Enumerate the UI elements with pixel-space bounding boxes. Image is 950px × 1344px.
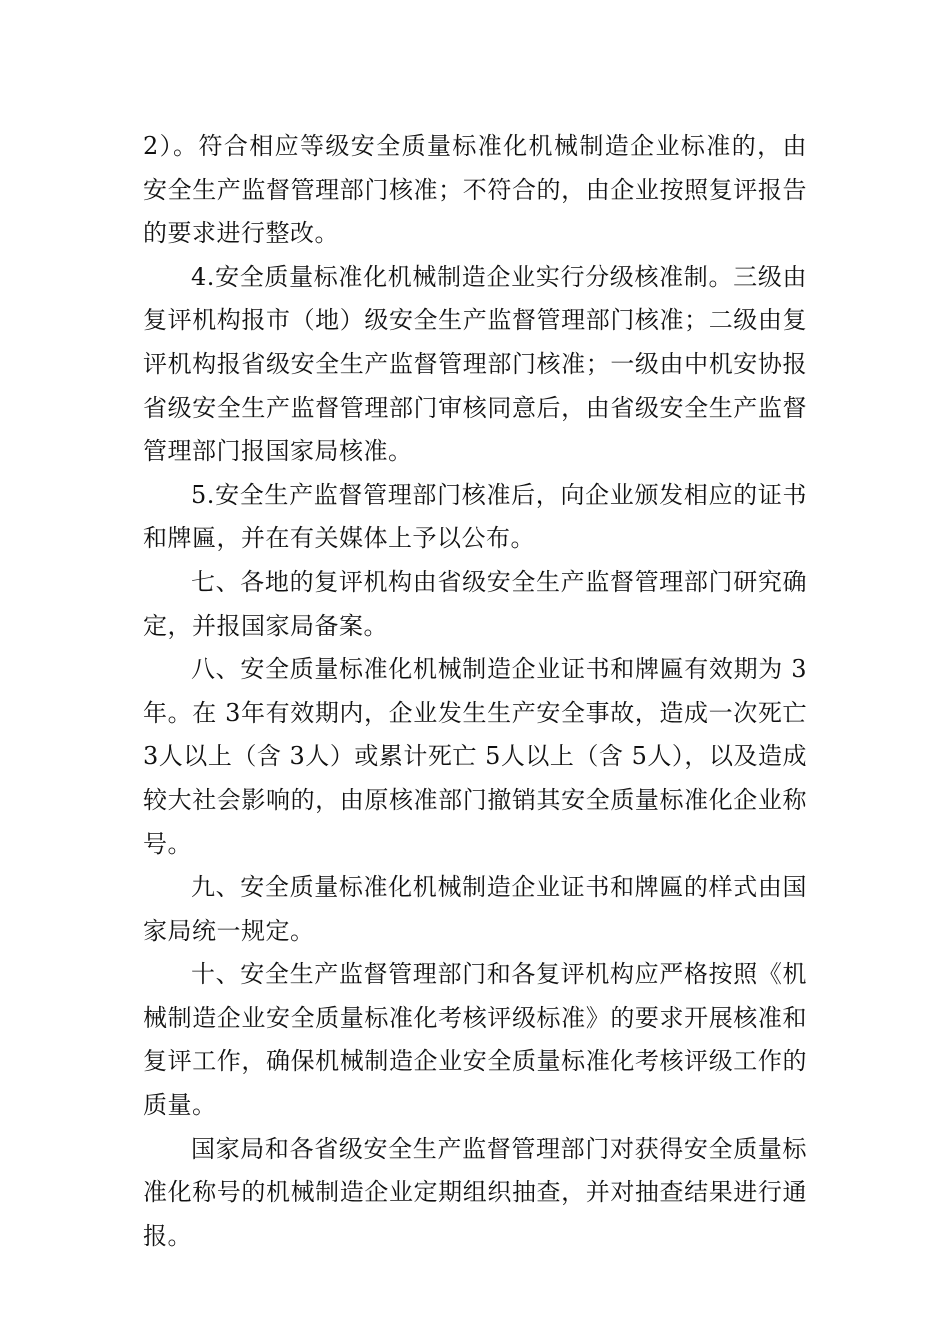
paragraph-section-9: 九、安全质量标准化机械制造企业证书和牌匾的样式由国家局统一规定。 xyxy=(143,873,807,945)
paragraph-continuation: 2）。符合相应等级安全质量标准化机械制造企业标准的，由安全生产监督管理部门核准；不符合的，由企业按照复评报告的要求进行整改。 xyxy=(143,132,807,248)
paragraph-item-4: 4.安全质量标准化机械制造企业实行分级核准制。三级由复评机构报市（地）级安全生产监督管理部门核准；二级由复评机构报省级安全生产监督管理部门核准；一级由中机安协报省级安全生产监督管理部门审核同意后，由省级安全生产监督管理部门报国家局核准。 xyxy=(143,262,807,466)
document-body xyxy=(143,125,807,1258)
paragraph-section-7: 七、各地的复评机构由省级安全生产监督管理部门研究确定，并报国家局备案。 xyxy=(143,567,807,640)
paragraph-section-8: 八、安全质量标准化机械制造企业证书和牌匾有效期为 3年。在 3年有效期内，企业发生生产安全事故，造成一次死亡 3人以上（含 3人）或累计死亡 5人以上（含 5人），以及造成较大社会影响的，由原核准部门撤销其安全质量标准化企业称号。 xyxy=(143,655,807,858)
paragraph-item-5: 5.安全生产监督管理部门核准后，向企业颁发相应的证书和牌匾，并在有关媒体上予以公布。 xyxy=(143,480,807,553)
paragraph-closing: 国家局和各省级安全生产监督管理部门对获得安全质量标准化称号的机械制造企业定期组织抽查，并对抽查结果进行通报。 xyxy=(143,1134,807,1250)
paragraph-section-10: 十、安全生产监督管理部门和各复评机构应严格按照《机械制造企业安全质量标准化考核评级标准》的要求开展核准和复评工作，确保机械制造企业安全质量标准化考核评级工作的质量。 xyxy=(143,960,807,1120)
